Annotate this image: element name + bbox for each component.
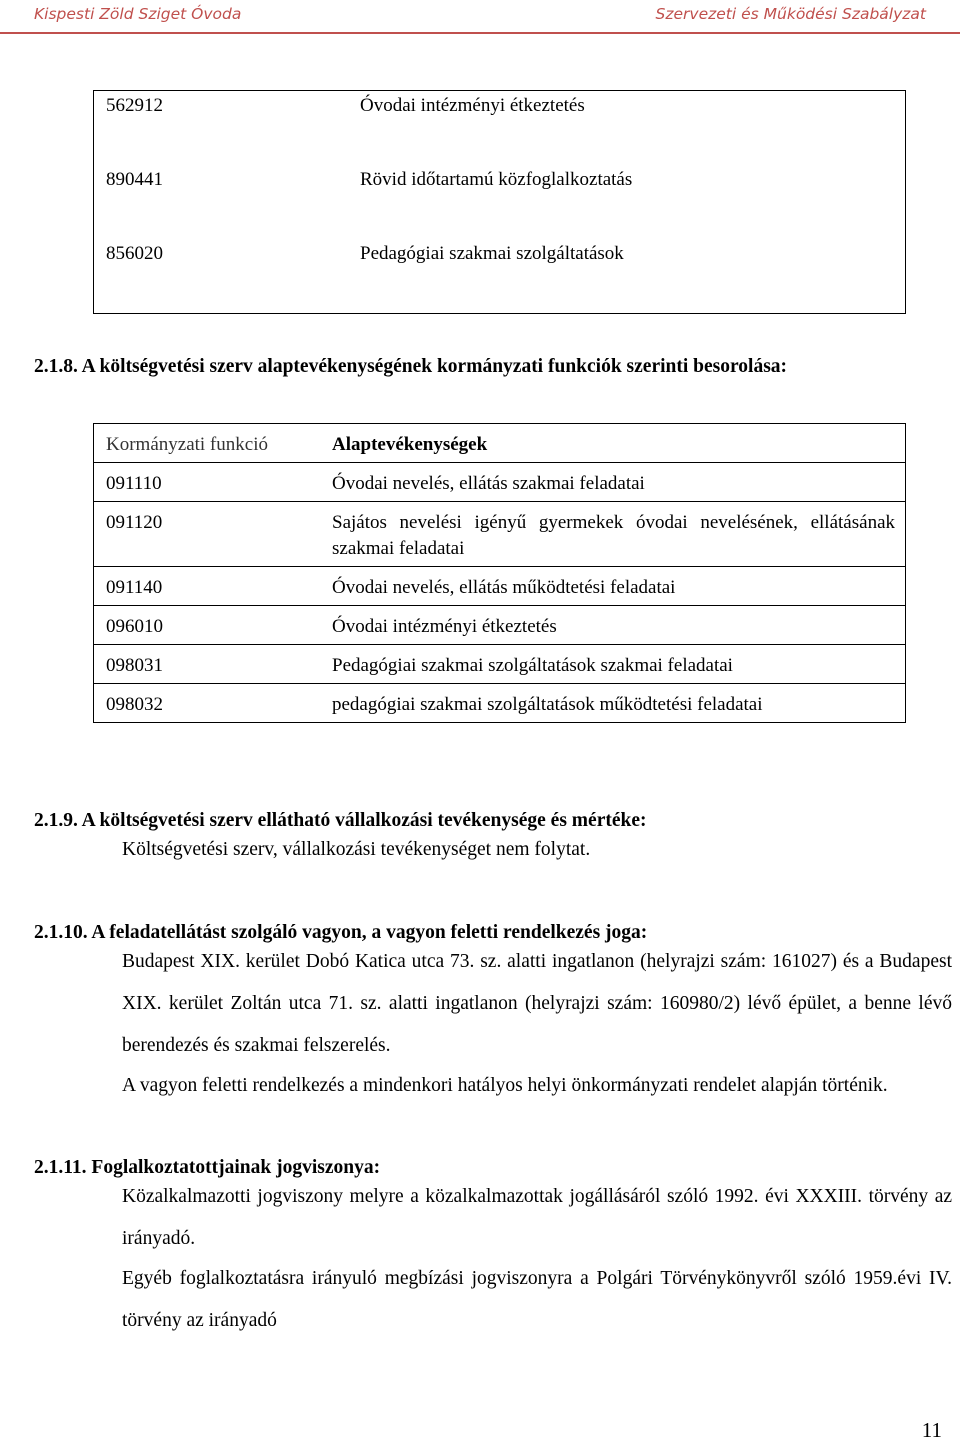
table-row bbox=[94, 239, 906, 314]
section-2-1-11-heading: 2.1.11. Foglalkoztatottjainak jogviszonya: bbox=[34, 1157, 381, 1178]
function-activity: pedagógiai szakmai szolgáltatások működtetési feladatai bbox=[332, 694, 763, 715]
section-2-1-10-heading: 2.1.10. A feladatellátást szolgáló vagyon, a vagyon feletti rendelkezés joga: bbox=[34, 922, 648, 943]
function-code: 098032 bbox=[106, 694, 163, 715]
function-activity: Óvodai nevelés, ellátás szakmai feladatai bbox=[320, 463, 906, 502]
section-2-1-11-paragraph-1: Közalkalmazotti jogviszony melyre a közalkalmazottak jogállásáról szóló 1992. évi XXXIII. törvény az irányadó. bbox=[122, 1186, 952, 1249]
activity-table bbox=[93, 90, 906, 314]
activity-code: 562912 bbox=[106, 95, 163, 116]
function-code: 096010 bbox=[94, 606, 321, 645]
activity-name: Óvodai intézményi étkeztetés bbox=[360, 95, 585, 116]
activity-name: Pedagógiai szakmai szolgáltatások bbox=[360, 243, 624, 264]
activity-name: Rövid időtartamú közfoglalkoztatás bbox=[360, 169, 633, 190]
section-2-1-9-heading: 2.1.9. A költségvetési szerv ellátható vállalkozási tevékenysége és mértéke: bbox=[34, 810, 647, 831]
table-row bbox=[94, 567, 906, 606]
function-code: 091120 bbox=[94, 502, 321, 567]
table-row bbox=[94, 165, 906, 239]
activity-code: 890441 bbox=[106, 169, 163, 190]
header-institution: Kispesti Zöld Sziget Óvoda bbox=[34, 5, 242, 23]
table-row bbox=[94, 463, 906, 502]
header-document-title: Szervezeti és Működési Szabályzat bbox=[655, 5, 926, 23]
function-activity: Pedagógiai szakmai szolgáltatások szakmai feladatai bbox=[320, 645, 906, 684]
column-header-function: Kormányzati funkció bbox=[94, 424, 321, 463]
function-code: 091110 bbox=[94, 463, 321, 502]
activity-code: 856020 bbox=[106, 243, 163, 264]
header-divider bbox=[0, 32, 960, 34]
function-code: 098031 bbox=[94, 645, 321, 684]
table-row bbox=[94, 684, 906, 723]
function-activity: Sajátos nevelési igényű gyermekek óvodai nevelésének, ellátásának szakmai feladatai bbox=[320, 502, 906, 567]
function-activity: Óvodai nevelés, ellátás működtetési feladatai bbox=[320, 567, 906, 606]
section-2-1-9-text: Költségvetési szerv, vállalkozási tevékenységet nem folytat. bbox=[122, 839, 591, 860]
table-row bbox=[94, 91, 906, 166]
table-row bbox=[94, 606, 906, 645]
government-function-table bbox=[93, 423, 906, 723]
table-row bbox=[94, 502, 906, 567]
page-header bbox=[0, 4, 960, 30]
section-2-1-10-paragraph-2: A vagyon feletti rendelkezés a mindenkori hatályos helyi önkormányzati rendelet alapján történik. bbox=[122, 1075, 888, 1096]
function-activity: Óvodai intézményi étkeztetés bbox=[320, 606, 906, 645]
column-header-activities: Alaptevékenységek bbox=[320, 424, 906, 463]
table-row bbox=[94, 645, 906, 684]
section-2-1-11-paragraph-2: Egyéb foglalkoztatásra irányuló megbízási jogviszonyra a Polgári Törvénykönyvről szóló 1959.évi IV. törvény az irányadó bbox=[122, 1268, 952, 1331]
function-code: 091140 bbox=[94, 567, 321, 606]
section-2-1-8-heading: 2.1.8. A költségvetési szerv alaptevékenységének kormányzati funkciók szerinti besorolása: bbox=[34, 356, 788, 377]
table-header-row bbox=[94, 424, 906, 463]
section-2-1-10-paragraph-1: Budapest XIX. kerület Dobó Katica utca 73. sz. alatti ingatlanon (helyrajzi szám: 161027) és a Budapest XIX. kerület Zoltán utca 71. sz. alatti ingatlanon (helyrajzi szám: 160980/2) lévő épület, a benne lévő berendezés és szakmai felszerelés. bbox=[122, 951, 952, 1056]
page-number: 11 bbox=[921, 1418, 942, 1442]
